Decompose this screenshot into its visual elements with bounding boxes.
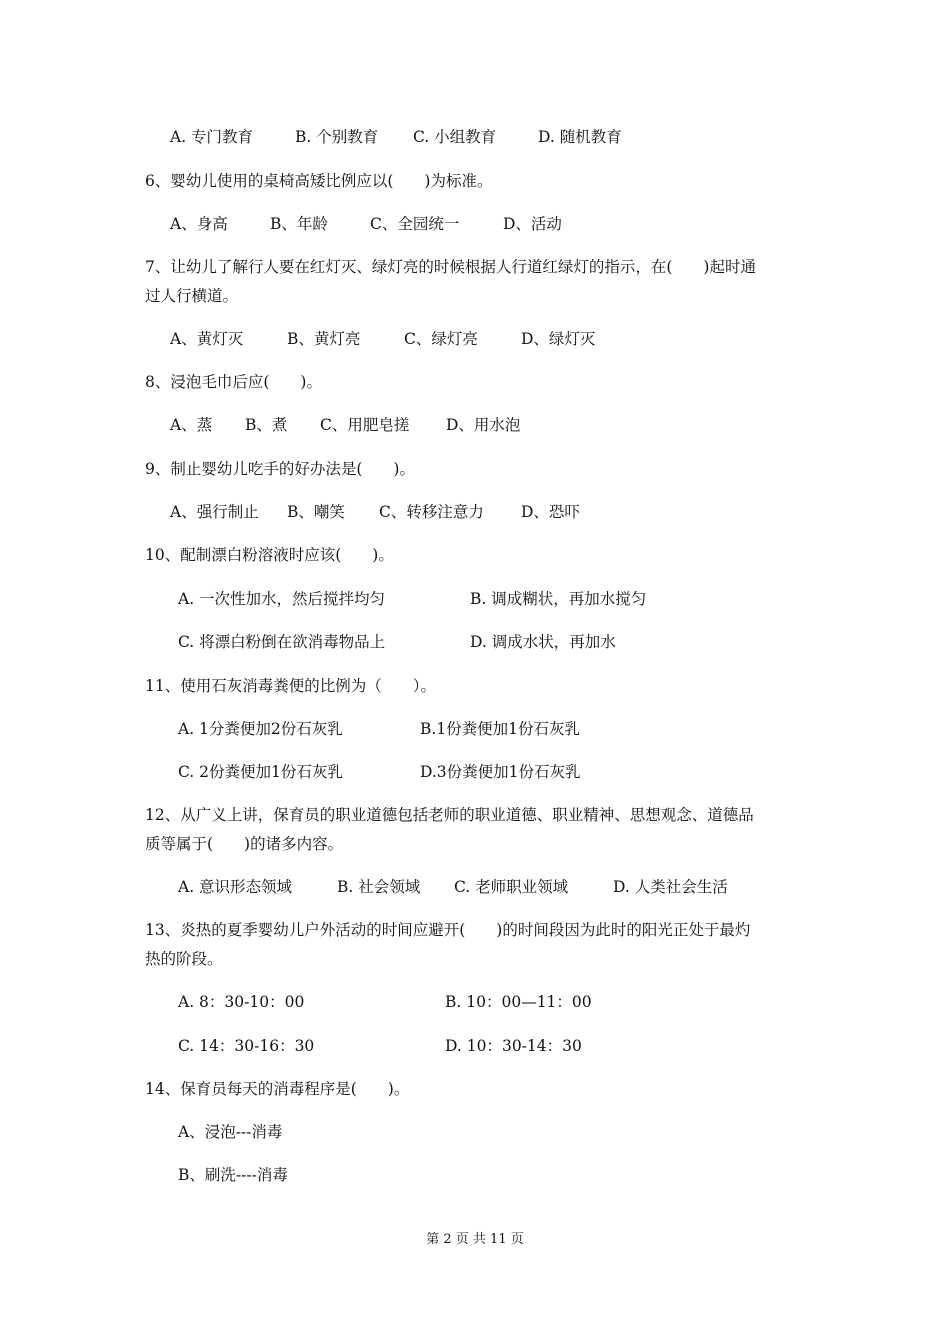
q6-option-c: C、全园统一	[370, 215, 460, 233]
q9-option-b: B、嘲笑	[287, 503, 345, 521]
q11-stem: 11、使用石灰消毒粪便的比例为（ ）。	[145, 677, 436, 695]
q6-option-a: A、身高	[170, 215, 228, 233]
q14-stem: 14、保育员每天的消毒程序是( )。	[145, 1080, 410, 1098]
q8-option-b: B、煮	[245, 416, 288, 434]
q7-stem-line1: 7、让幼儿了解行人要在红灯灭、绿灯亮的时候根据人行道红绿灯的指示，在( )起时通	[145, 258, 756, 276]
q14-option-a: A、浸泡---消毒	[178, 1123, 283, 1141]
q11-option-a: A. 1分粪便加2份石灰乳	[178, 720, 343, 738]
q12-option-b: B. 社会领域	[337, 878, 421, 896]
q13-option-b: B. 10：00—11：00	[445, 993, 592, 1011]
q12-stem-line2: 质等属于( )的诸多内容。	[145, 835, 344, 853]
q14-option-b: B、刷洗----消毒	[178, 1166, 288, 1184]
q13-option-a: A. 8：30-10：00	[178, 993, 305, 1011]
q10-option-c: C. 将漂白粉倒在欲消毒物品上	[178, 633, 386, 651]
q13-stem-line1: 13、炎热的夏季婴幼儿户外活动的时间应避开( )的时间段因为此时的阳光正处于最灼	[145, 921, 751, 939]
q11-option-b: B.1份粪便加1份石灰乳	[420, 720, 581, 738]
q12-option-d: D. 人类社会生活	[613, 878, 728, 896]
q13-stem-line2: 热的阶段。	[145, 950, 223, 968]
q7-option-c: C、绿灯亮	[404, 330, 478, 348]
q6-stem: 6、婴幼儿使用的桌椅高矮比例应以( )为标准。	[145, 172, 493, 190]
q8-option-d: D、用水泡	[446, 416, 521, 434]
q10-option-a: A. 一次性加水，然后搅拌均匀	[178, 590, 386, 608]
q8-option-a: A、蒸	[170, 416, 213, 434]
q9-stem: 9、制止婴幼儿吃手的好办法是( )。	[145, 460, 415, 478]
q12-option-a: A. 意识形态领域	[178, 878, 293, 896]
q10-stem: 10、配制漂白粉溶液时应该( )。	[145, 546, 394, 564]
q5-option-a: A. 专门教育	[170, 128, 254, 146]
q7-option-b: B、黄灯亮	[287, 330, 361, 348]
q5-option-d: D. 随机教育	[538, 128, 622, 146]
q9-option-a: A、强行制止	[170, 503, 259, 521]
q5-option-b: B. 个别教育	[295, 128, 379, 146]
q5-option-c: C. 小组教育	[413, 128, 497, 146]
q10-option-d: D. 调成水状，再加水	[470, 633, 616, 651]
q6-option-d: D、活动	[503, 215, 562, 233]
q13-option-d: D. 10：30-14：30	[445, 1037, 582, 1055]
q9-option-d: D、恐吓	[521, 503, 580, 521]
q9-option-c: C、转移注意力	[379, 503, 484, 521]
q7-option-d: D、绿灯灭	[521, 330, 596, 348]
q11-option-d: D.3份粪便加1份石灰乳	[420, 763, 581, 781]
page-footer: 第 2 页 共 11 页	[426, 1232, 524, 1247]
q11-option-c: C. 2份粪便加1份石灰乳	[178, 763, 343, 781]
q8-stem: 8、浸泡毛巾后应( )。	[145, 373, 322, 391]
q12-option-c: C. 老师职业领域	[454, 878, 569, 896]
q13-option-c: C. 14：30-16：30	[178, 1037, 315, 1055]
q6-option-b: B、年龄	[270, 215, 328, 233]
q12-stem-line1: 12、从广义上讲，保育员的职业道德包括老师的职业道德、职业精神、思想观念、道德品	[145, 806, 754, 824]
q7-stem-line2: 过人行横道。	[145, 287, 239, 305]
q8-option-c: C、用肥皂搓	[320, 416, 410, 434]
q10-option-b: B. 调成糊状，再加水搅匀	[470, 590, 647, 608]
q7-option-a: A、黄灯灭	[170, 330, 244, 348]
